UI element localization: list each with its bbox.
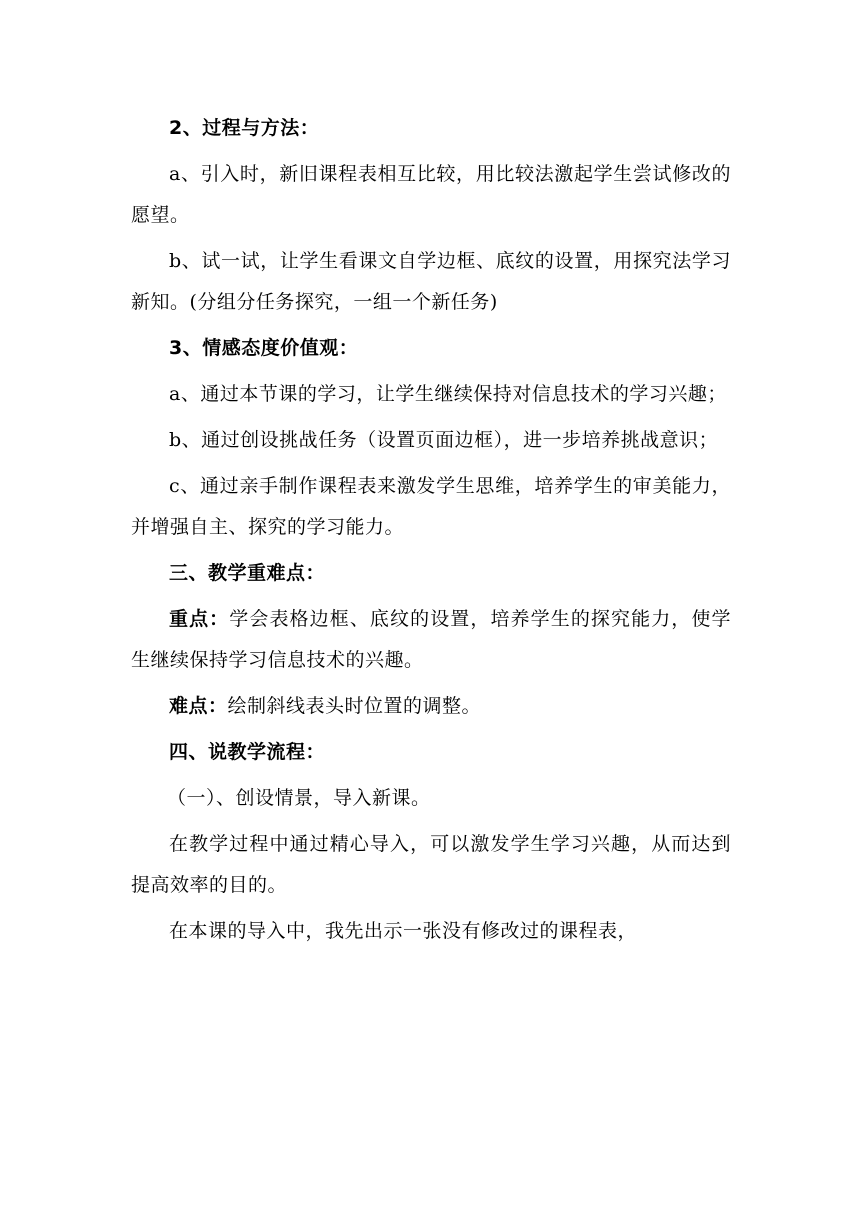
section-heading-emotion-values xyxy=(131,328,731,369)
heading-text: 四、说教学流程： xyxy=(169,741,326,763)
key-point-label: 重点： xyxy=(169,608,230,630)
paragraph-a-intro xyxy=(131,154,731,236)
section-heading-process-methods xyxy=(131,108,731,149)
paragraph-text: a、通过本节课的学习，让学生继续保持对信息技术的学习兴趣； xyxy=(169,383,727,405)
document-body xyxy=(131,108,731,957)
paragraph-b-challenge xyxy=(131,420,731,461)
paragraph-text: b、试一试，让学生看课文自学边框、底纹的设置，用探究法学习新知。(分组分任务探究，一组一个新任务) xyxy=(131,250,731,313)
paragraph-b-try xyxy=(131,241,731,323)
heading-text: 三、教学重难点： xyxy=(169,562,326,584)
section-heading-teaching-flow xyxy=(131,732,731,773)
paragraph-text: c、通过亲手制作课程表来激发学生思维，培养学生的审美能力，并增强自主、探究的学习能力。 xyxy=(131,475,731,538)
section-heading-key-difficult xyxy=(131,553,731,594)
paragraph-text: a、引入时，新旧课程表相互比较，用比较法激起学生尝试修改的愿望。 xyxy=(131,163,731,226)
paragraph-difficult-point xyxy=(131,686,731,727)
paragraph-intro-timetable xyxy=(131,911,731,952)
heading-text: 3、情感态度价值观： xyxy=(169,337,359,359)
paragraph-intro-purpose xyxy=(131,824,731,906)
paragraph-text: b、通过创设挑战任务（设置页面边框），进一步培养挑战意识； xyxy=(169,429,719,451)
subsection-heading-scenario xyxy=(131,778,731,819)
paragraph-text: （一）、创设情景，导入新课。 xyxy=(167,787,431,809)
difficult-point-label: 难点： xyxy=(169,695,228,717)
heading-text: 2、过程与方法： xyxy=(169,117,320,139)
paragraph-c-timetable xyxy=(131,466,731,548)
paragraph-a-interest xyxy=(131,374,731,415)
paragraph-text: 在教学过程中通过精心导入，可以激发学生学习兴趣，从而达到提高效率的目的。 xyxy=(131,833,731,896)
paragraph-text: 在本课的导入中，我先出示一张没有修改过的课程表， xyxy=(169,920,638,942)
paragraph-text: 学会表格边框、底纹的设置，培养学生的探究能力，使学生继续保持学习信息技术的兴趣。 xyxy=(131,608,731,671)
paragraph-key-point xyxy=(131,599,731,681)
paragraph-text: 绘制斜线表头时位置的调整。 xyxy=(227,695,482,717)
